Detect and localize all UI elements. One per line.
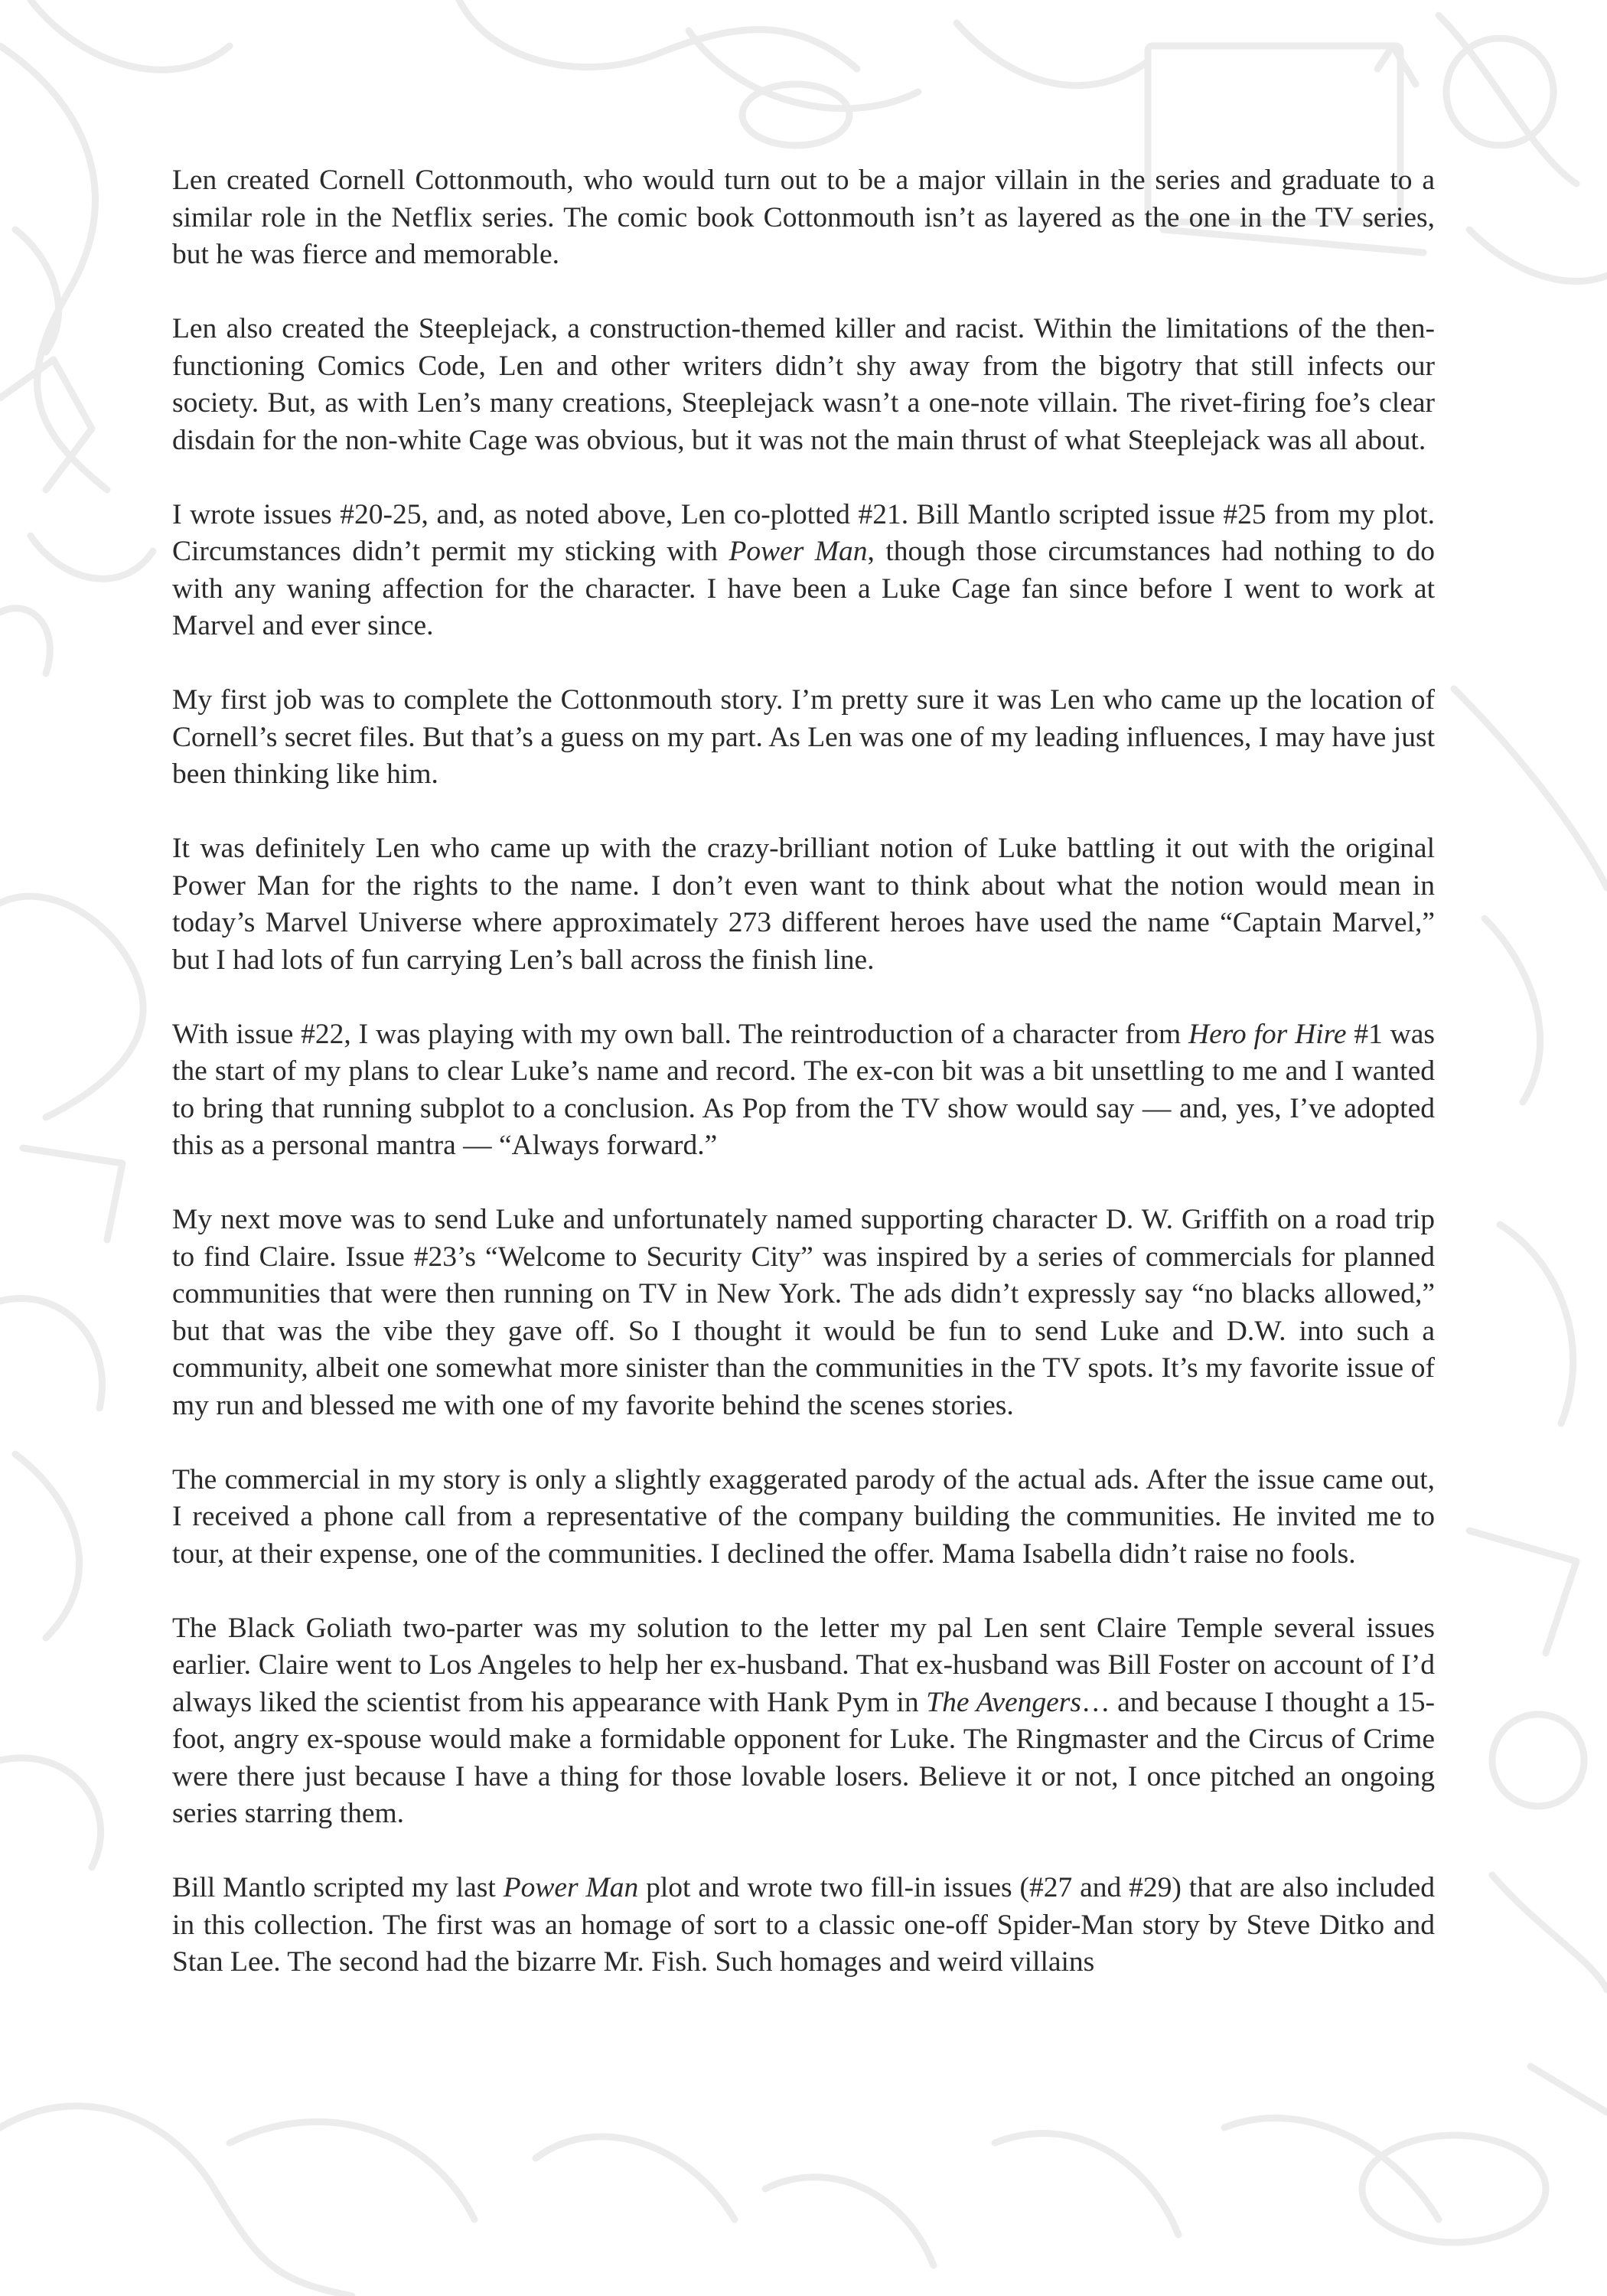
italic-title: Hero for Hire	[1188, 1018, 1347, 1050]
italic-title: The Avengers	[926, 1686, 1081, 1718]
paragraph-text: With issue #22, I was playing with my own ball. The reintroduction of a character from	[172, 1018, 1188, 1050]
paragraph	[172, 1016, 1435, 1165]
paragraph-text: The commercial in my story is only a slightly exaggerated parody of the actual ads. After the issue came out, I received a phone call from a representative of the company building the communities. He invited me to tour, at their expense, one of the communities. I declined the offer. Mama Isabella didn’t raise no fools.	[172, 1463, 1435, 1570]
paragraph	[172, 311, 1435, 459]
italic-title: Power Man	[729, 536, 868, 567]
italic-title: Power Man	[503, 1872, 639, 1903]
paragraph-text: I wrote issues #20-25, and, as noted above, Len co-plotted #21. Bill Mantlo scripted issue #25 from my plot. Circumstances didn’t permit my sticking with	[172, 498, 1435, 567]
paragraph	[172, 1462, 1435, 1574]
paragraph-text: Len also created the Steeplejack, a construction-themed killer and racist. Within the limitations of the then-functioning Comics Code, Len and other writers didn’t shy away from the bigotry that still infects our society. But, as with Len’s many creations, Steeplejack wasn’t a one-note villain. The rivet-firing foe’s clear disdain for the non-white Cage was obvious, but it was not the main thrust of what Steeplejack was all about.	[172, 313, 1435, 456]
paragraph	[172, 682, 1435, 794]
paragraph	[172, 497, 1435, 645]
article-body	[172, 162, 1435, 1981]
paragraph-text: Len created Cornell Cottonmouth, who would turn out to be a major villain in the series and graduate to a similar role in the Netflix series. The comic book Cottonmouth isn’t as layered as the one in the TV series, but he was fierce and memorable.	[172, 165, 1435, 270]
paragraph-text: … and because I thought a 15-foot, angry ex-spouse would make a formidable opponent for Luke. The Ringmaster and the Circus of Crime were there just because I have a thing for those lovable losers. Believe it or not, I once pitched an ongoing series starring them.	[172, 1686, 1435, 1829]
bg-art-top-center	[459, 0, 1148, 145]
paragraph-text: Bill Mantlo scripted my last	[172, 1872, 504, 1903]
bg-art-mid-right	[1454, 689, 1607, 1990]
paragraph	[172, 830, 1435, 979]
bg-art-bottom	[0, 2066, 1607, 2296]
bg-art-mid-left	[0, 896, 143, 1867]
paragraph-text: It was definitely Len who came up with the crazy-brilliant notion of Luke battling it out with the original Power Man for the rights to the name. I don’t even want to think about what the notion would mean in today’s Marvel Universe where approximately 273 different heroes have used the name “Captain Marvel,” but I had lots of fun carrying Len’s ball across the finish line.	[172, 833, 1435, 976]
paragraph	[172, 162, 1435, 274]
paragraph-text: My first job was to complete the Cottonmouth story. I’m pretty sure it was Len who came up the location of Cornell’s secret files. But that’s a guess on my part. As Len was one of my leading influences, I may have just been thinking like him.	[172, 684, 1435, 790]
paragraph-text: #1 was the start of my plans to clear Luke’s name and record. The ex-con bit was a bit unsettling to me and I wanted to bring that running subplot to a conclusion. As Pop from the TV show would say — and, yes, I’ve adopted this as a personal mantra — “Always forward.”	[172, 1018, 1436, 1161]
paragraph	[172, 1870, 1435, 1981]
paragraph-text: plot and wrote two fill-in issues (#27 and #29) that are also included in this collection. The first was an homage of sort to a classic one-off Spider-Man story by Steve Ditko and Stan Lee. The second had the bizarre Mr. Fish. Such homages and weird villains	[172, 1872, 1435, 1978]
paragraph-text: , though those circumstances had nothing to do with any waning affection for the character. I have been a Luke Cage fan since before I went to work at Marvel and ever since.	[172, 536, 1435, 641]
paragraph	[172, 1610, 1435, 1833]
paragraph-text: The Black Goliath two-parter was my solution to the letter my pal Len sent Claire Temple several issues earlier. Claire went to Los Angeles to help her ex-husband. That ex-husband was Bill Foster on account of I’d always liked the scientist from his appearance with Hank Pym in	[172, 1612, 1435, 1718]
paragraph	[172, 1202, 1435, 1424]
paragraph-text: My next move was to send Luke and unfortunately named supporting character D. W. Griffith on a road trip to find Claire. Issue #23’s “Welcome to Security City” was inspired by a series of commercials for planned communities that were then running on TV in New York. The ads didn’t expressly say “no blacks allowed,” but that was the vibe they gave off. So I thought it would be fun to send Luke and D.W. into such a community, albeit one somewhat more sinister than the communities in the TV spots. It’s my favorite issue of my run and blessed me with one of my favorite behind the scenes stories.	[172, 1204, 1435, 1421]
